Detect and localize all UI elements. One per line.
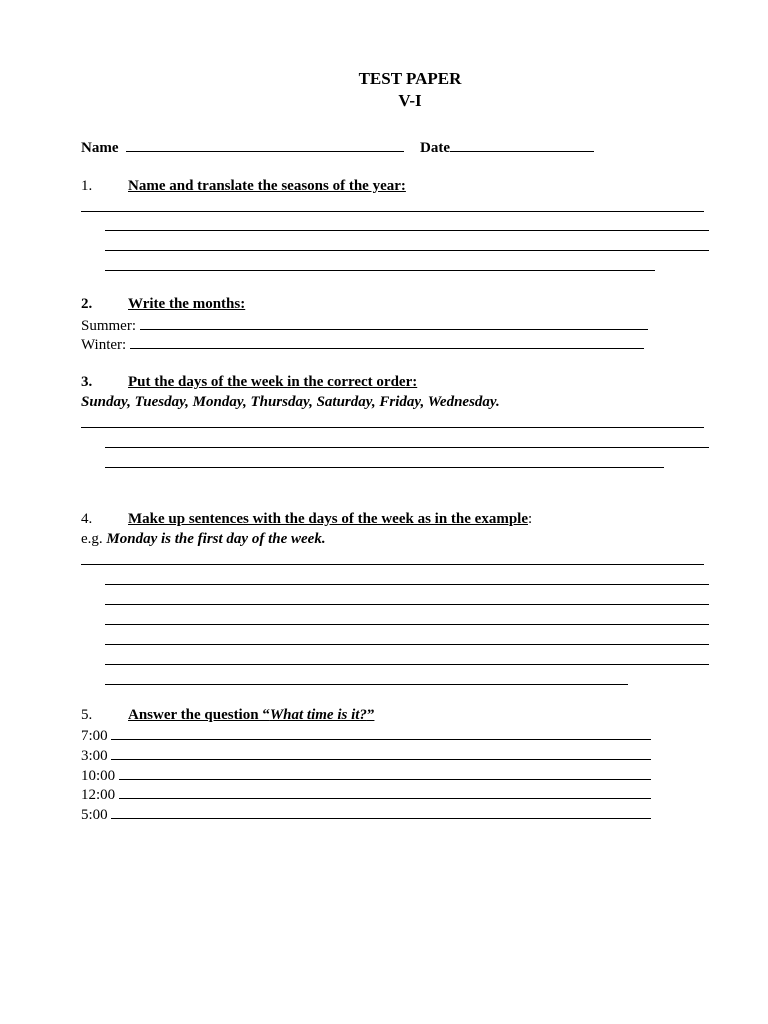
name-row xyxy=(81,137,594,157)
q4-example: Monday is the first day of the week. xyxy=(106,531,326,547)
q2-summer-label: Summer: xyxy=(81,318,136,334)
date-label: Date xyxy=(420,140,450,156)
q2-winter-label: Winter: xyxy=(81,337,127,353)
q4-example-prefix: e.g. xyxy=(81,531,103,547)
q4-answer-line[interactable] xyxy=(105,684,628,685)
q3-answer-line[interactable] xyxy=(105,467,664,468)
q5-time-field[interactable] xyxy=(111,745,651,760)
q5-time-label: 7:00 xyxy=(81,728,108,744)
q1-prompt: Name and translate the seasons of the year: xyxy=(128,178,406,194)
q5-time-row xyxy=(81,725,651,745)
q5-time-field[interactable] xyxy=(111,804,651,819)
q5-prompt-question: What time is it? xyxy=(269,707,367,723)
q4-answer-line[interactable] xyxy=(105,664,709,665)
q5-time-label: 3:00 xyxy=(81,748,108,764)
q4-answer-line[interactable] xyxy=(105,644,709,645)
q2-number: 2. xyxy=(81,296,93,312)
q3-prompt: Put the days of the week in the correct order: xyxy=(128,374,418,390)
q2-summer-field[interactable] xyxy=(140,315,648,330)
q5-time-field[interactable] xyxy=(111,725,651,740)
date-field[interactable] xyxy=(450,137,594,152)
q5-time-field[interactable] xyxy=(119,784,651,799)
page-subtitle: V-I xyxy=(398,91,422,110)
q3-answer-line[interactable] xyxy=(81,427,704,428)
q1-answer-line[interactable] xyxy=(105,230,709,231)
q1-number: 1. xyxy=(81,178,93,194)
q3-number: 3. xyxy=(81,374,93,390)
q4-answer-line[interactable] xyxy=(81,564,704,565)
q4-prompt: Make up sentences with the days of the week as in the example xyxy=(128,511,528,527)
q5-prompt xyxy=(128,706,374,724)
q5-time-row xyxy=(81,765,651,785)
q5-number: 5. xyxy=(81,707,93,723)
page-title: TEST PAPER xyxy=(358,69,462,88)
q1-answer-line[interactable] xyxy=(81,211,704,212)
q5-time-label: 5:00 xyxy=(81,807,108,823)
q5-prompt-prefix: Answer the question “ xyxy=(128,707,270,723)
q4-prompt-row xyxy=(128,510,532,528)
q4-answer-line[interactable] xyxy=(105,584,709,585)
q4-answer-line[interactable] xyxy=(105,604,709,605)
q1-answer-line[interactable] xyxy=(105,270,655,271)
q5-time-row xyxy=(81,804,651,824)
q4-example-row xyxy=(81,530,326,548)
q2-winter-row xyxy=(81,334,644,354)
name-label: Name xyxy=(81,140,119,156)
q5-time-field[interactable] xyxy=(119,765,651,780)
q4-number: 4. xyxy=(81,511,93,527)
q3-word-list: Sunday, Tuesday, Monday, Thursday, Saturday, Friday, Wednesday. xyxy=(81,394,500,410)
name-field[interactable] xyxy=(126,137,404,152)
q5-time-label: 12:00 xyxy=(81,787,116,803)
q5-time-label: 10:00 xyxy=(81,768,116,784)
q5-prompt-suffix: ” xyxy=(366,707,375,723)
q1-answer-line[interactable] xyxy=(105,250,709,251)
q3-answer-line[interactable] xyxy=(105,447,709,448)
q5-time-row xyxy=(81,784,651,804)
q4-prompt-colon: : xyxy=(527,511,533,527)
q2-summer-row xyxy=(81,315,648,335)
q4-answer-line[interactable] xyxy=(105,624,709,625)
q2-winter-field[interactable] xyxy=(130,334,644,349)
q5-time-row xyxy=(81,745,651,765)
q2-prompt: Write the months: xyxy=(128,296,246,312)
